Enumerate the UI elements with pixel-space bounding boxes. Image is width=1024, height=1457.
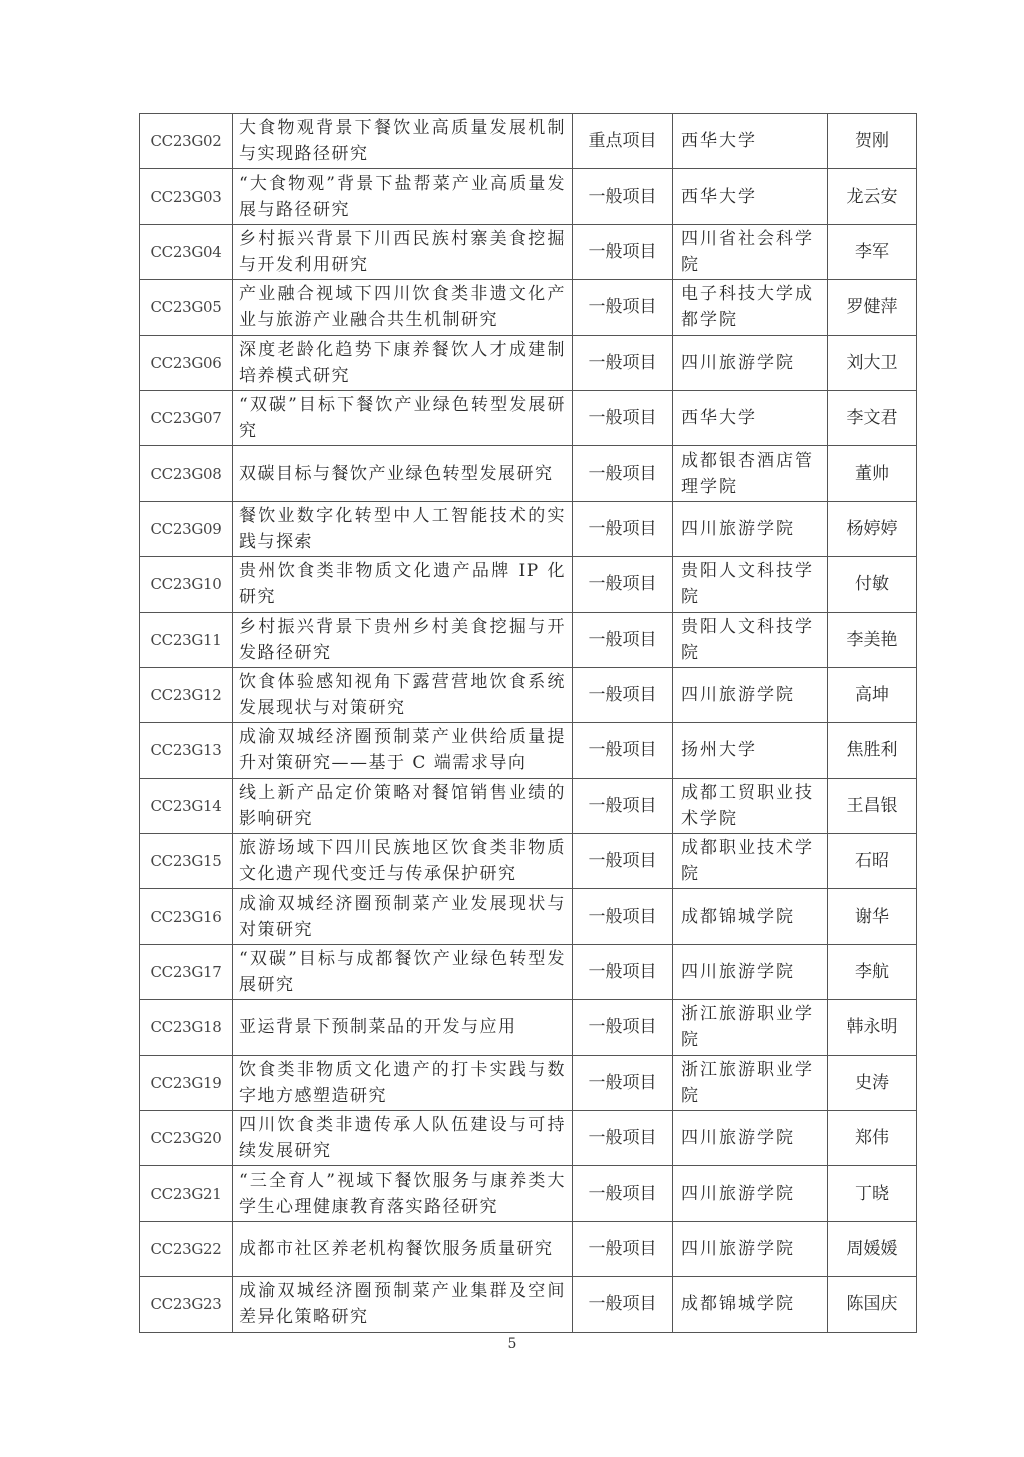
- project-code-cell: CC23G03: [140, 169, 233, 224]
- project-type-cell: 一般项目: [573, 1166, 673, 1221]
- project-type-cell: 一般项目: [573, 1221, 673, 1276]
- table-row: [140, 169, 917, 224]
- institution-cell: 西华大学: [673, 114, 828, 169]
- institution-cell: 四川旅游学院: [673, 667, 828, 722]
- principal-investigator-cell: 石昭: [828, 834, 917, 889]
- principal-investigator-cell: 郑伟: [828, 1111, 917, 1166]
- table-row: [140, 446, 917, 501]
- project-title-cell: 贵州饮食类非物质文化遗产品牌 IP 化研究: [233, 557, 573, 612]
- project-title-cell: 乡村振兴背景下贵州乡村美食挖掘与开发路径研究: [233, 612, 573, 667]
- table-row: [140, 1221, 917, 1276]
- project-title-cell: 产业融合视域下四川饮食类非遗文化产业与旅游产业融合共生机制研究: [233, 280, 573, 335]
- table-row: [140, 667, 917, 722]
- project-code-cell: CC23G23: [140, 1277, 233, 1332]
- project-code-cell: CC23G17: [140, 944, 233, 999]
- institution-cell: 浙江旅游职业学院: [673, 1055, 828, 1110]
- project-code-cell: CC23G07: [140, 390, 233, 445]
- projects-table: [139, 113, 917, 1333]
- table-row: [140, 612, 917, 667]
- project-title-cell: “双碳”目标下餐饮产业绿色转型发展研究: [233, 390, 573, 445]
- institution-cell: 贵阳人文科技学院: [673, 612, 828, 667]
- project-title-cell: 饮食体验感知视角下露营营地饮食系统发展现状与对策研究: [233, 667, 573, 722]
- project-title-cell: 餐饮业数字化转型中人工智能技术的实践与探索: [233, 501, 573, 556]
- project-code-cell: CC23G12: [140, 667, 233, 722]
- project-type-cell: 重点项目: [573, 114, 673, 169]
- institution-cell: 扬州大学: [673, 723, 828, 778]
- page-number: 5: [507, 1336, 517, 1352]
- project-type-cell: 一般项目: [573, 1111, 673, 1166]
- project-type-cell: 一般项目: [573, 501, 673, 556]
- principal-investigator-cell: 王昌银: [828, 778, 917, 833]
- principal-investigator-cell: 贺刚: [828, 114, 917, 169]
- table-row: [140, 944, 917, 999]
- institution-cell: 成都工贸职业技术学院: [673, 778, 828, 833]
- table-row: [140, 778, 917, 833]
- institution-cell: 四川旅游学院: [673, 1166, 828, 1221]
- table-row: [140, 335, 917, 390]
- project-type-cell: 一般项目: [573, 390, 673, 445]
- project-code-cell: CC23G06: [140, 335, 233, 390]
- project-code-cell: CC23G14: [140, 778, 233, 833]
- project-title-cell: “大食物观”背景下盐帮菜产业高质量发展与路径研究: [233, 169, 573, 224]
- project-type-cell: 一般项目: [573, 889, 673, 944]
- table-body: [140, 114, 917, 1333]
- principal-investigator-cell: 丁晓: [828, 1166, 917, 1221]
- principal-investigator-cell: 杨婷婷: [828, 501, 917, 556]
- table-row: [140, 1166, 917, 1221]
- project-code-cell: CC23G04: [140, 224, 233, 279]
- principal-investigator-cell: 李航: [828, 944, 917, 999]
- institution-cell: 西华大学: [673, 390, 828, 445]
- project-code-cell: CC23G21: [140, 1166, 233, 1221]
- institution-cell: 四川省社会科学院: [673, 224, 828, 279]
- project-title-cell: 亚运背景下预制菜品的开发与应用: [233, 1000, 573, 1055]
- institution-cell: 四川旅游学院: [673, 944, 828, 999]
- table-row: [140, 1055, 917, 1110]
- project-code-cell: CC23G22: [140, 1221, 233, 1276]
- principal-investigator-cell: 李文君: [828, 390, 917, 445]
- project-code-cell: CC23G18: [140, 1000, 233, 1055]
- principal-investigator-cell: 李美艳: [828, 612, 917, 667]
- project-code-cell: CC23G05: [140, 280, 233, 335]
- project-title-cell: 成都市社区养老机构餐饮服务质量研究: [233, 1221, 573, 1276]
- institution-cell: 四川旅游学院: [673, 335, 828, 390]
- principal-investigator-cell: 李军: [828, 224, 917, 279]
- institution-cell: 四川旅游学院: [673, 1221, 828, 1276]
- institution-cell: 成都职业技术学院: [673, 834, 828, 889]
- project-type-cell: 一般项目: [573, 169, 673, 224]
- principal-investigator-cell: 刘大卫: [828, 335, 917, 390]
- institution-cell: 浙江旅游职业学院: [673, 1000, 828, 1055]
- project-code-cell: CC23G02: [140, 114, 233, 169]
- project-title-cell: 深度老龄化趋势下康养餐饮人才成建制培养模式研究: [233, 335, 573, 390]
- table-row: [140, 557, 917, 612]
- project-type-cell: 一般项目: [573, 446, 673, 501]
- project-type-cell: 一般项目: [573, 723, 673, 778]
- project-type-cell: 一般项目: [573, 834, 673, 889]
- table-row: [140, 224, 917, 279]
- table-row: [140, 1000, 917, 1055]
- principal-investigator-cell: 陈国庆: [828, 1277, 917, 1332]
- principal-investigator-cell: 董帅: [828, 446, 917, 501]
- project-title-cell: “双碳”目标与成都餐饮产业绿色转型发展研究: [233, 944, 573, 999]
- project-type-cell: 一般项目: [573, 667, 673, 722]
- project-title-cell: 旅游场域下四川民族地区饮食类非物质文化遗产现代变迁与传承保护研究: [233, 834, 573, 889]
- institution-cell: 贵阳人文科技学院: [673, 557, 828, 612]
- table-row: [140, 834, 917, 889]
- project-title-cell: 大食物观背景下餐饮业高质量发展机制与实现路径研究: [233, 114, 573, 169]
- table-row: [140, 280, 917, 335]
- project-code-cell: CC23G13: [140, 723, 233, 778]
- project-type-cell: 一般项目: [573, 557, 673, 612]
- principal-investigator-cell: 谢华: [828, 889, 917, 944]
- project-title-cell: 乡村振兴背景下川西民族村寨美食挖掘与开发利用研究: [233, 224, 573, 279]
- project-title-cell: 双碳目标与餐饮产业绿色转型发展研究: [233, 446, 573, 501]
- project-type-cell: 一般项目: [573, 280, 673, 335]
- project-title-cell: 线上新产品定价策略对餐馆销售业绩的影响研究: [233, 778, 573, 833]
- project-title-cell: 成渝双城经济圈预制菜产业集群及空间差异化策略研究: [233, 1277, 573, 1332]
- project-title-cell: “三全育人”视域下餐饮服务与康养类大学生心理健康教育落实路径研究: [233, 1166, 573, 1221]
- project-type-cell: 一般项目: [573, 1000, 673, 1055]
- project-type-cell: 一般项目: [573, 778, 673, 833]
- project-title-cell: 成渝双城经济圈预制菜产业发展现状与对策研究: [233, 889, 573, 944]
- project-type-cell: 一般项目: [573, 944, 673, 999]
- project-title-cell: 四川饮食类非遗传承人队伍建设与可持续发展研究: [233, 1111, 573, 1166]
- institution-cell: 成都锦城学院: [673, 889, 828, 944]
- principal-investigator-cell: 付敏: [828, 557, 917, 612]
- project-code-cell: CC23G15: [140, 834, 233, 889]
- institution-cell: 四川旅游学院: [673, 501, 828, 556]
- table-row: [140, 114, 917, 169]
- principal-investigator-cell: 龙云安: [828, 169, 917, 224]
- project-title-cell: 饮食类非物质文化遗产的打卡实践与数字地方感塑造研究: [233, 1055, 573, 1110]
- project-type-cell: 一般项目: [573, 1055, 673, 1110]
- principal-investigator-cell: 罗健萍: [828, 280, 917, 335]
- principal-investigator-cell: 焦胜利: [828, 723, 917, 778]
- project-title-cell: 成渝双城经济圈预制菜产业供给质量提升对策研究——基于 C 端需求导向: [233, 723, 573, 778]
- principal-investigator-cell: 史涛: [828, 1055, 917, 1110]
- institution-cell: 电子科技大学成都学院: [673, 280, 828, 335]
- institution-cell: 四川旅游学院: [673, 1111, 828, 1166]
- principal-investigator-cell: 高坤: [828, 667, 917, 722]
- project-code-cell: CC23G16: [140, 889, 233, 944]
- project-code-cell: CC23G10: [140, 557, 233, 612]
- project-code-cell: CC23G19: [140, 1055, 233, 1110]
- project-code-cell: CC23G20: [140, 1111, 233, 1166]
- table-row: [140, 501, 917, 556]
- institution-cell: 西华大学: [673, 169, 828, 224]
- project-code-cell: CC23G09: [140, 501, 233, 556]
- project-type-cell: 一般项目: [573, 224, 673, 279]
- project-code-cell: CC23G11: [140, 612, 233, 667]
- project-code-cell: CC23G08: [140, 446, 233, 501]
- project-type-cell: 一般项目: [573, 1277, 673, 1332]
- table-row: [140, 889, 917, 944]
- principal-investigator-cell: 周媛媛: [828, 1221, 917, 1276]
- table-row: [140, 390, 917, 445]
- principal-investigator-cell: 韩永明: [828, 1000, 917, 1055]
- project-type-cell: 一般项目: [573, 335, 673, 390]
- table-row: [140, 723, 917, 778]
- institution-cell: 成都银杏酒店管理学院: [673, 446, 828, 501]
- table-row: [140, 1277, 917, 1332]
- project-type-cell: 一般项目: [573, 612, 673, 667]
- institution-cell: 成都锦城学院: [673, 1277, 828, 1332]
- table-row: [140, 1111, 917, 1166]
